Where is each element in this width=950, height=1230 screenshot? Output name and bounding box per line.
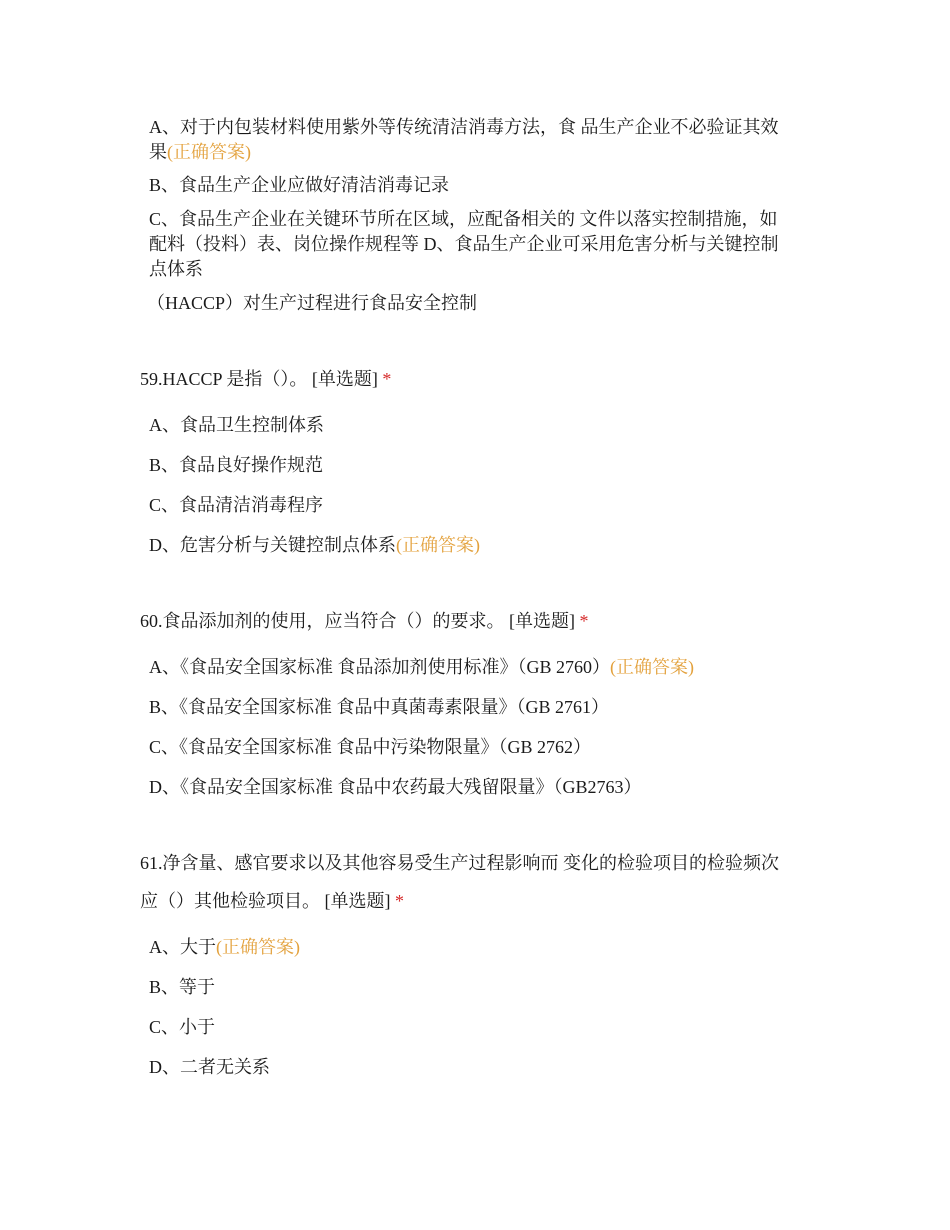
q59-option-b	[149, 453, 323, 477]
q58-option-c-text-4: （HACCP）对生产过程进行食品安全控制	[147, 293, 478, 313]
q60-option-b	[149, 695, 609, 719]
q59-option-c	[149, 493, 323, 517]
q58-option-a-text-2: 果	[149, 142, 167, 162]
q60-option-d	[149, 775, 642, 799]
q59-option-a-text: A、食品卫生控制体系	[149, 415, 324, 435]
q61-option-d	[149, 1055, 270, 1079]
correct-answer-tag: (正确答案)	[396, 535, 480, 555]
q59-option-d	[149, 533, 480, 557]
q61-option-c	[149, 1015, 215, 1039]
q59-stem	[140, 367, 391, 391]
required-mark: *	[382, 369, 392, 389]
correct-answer-tag: (正确答案)	[610, 657, 695, 677]
q58-option-c-line2	[149, 232, 779, 256]
q61-option-a-text: A、大于	[149, 937, 216, 957]
q61-option-c-text: C、小于	[149, 1017, 216, 1037]
q59-stem-text: 59.HACCP 是指（）。 [单选题]	[140, 369, 378, 389]
q61-stem-text-1: 61.净含量、感官要求以及其他容易受生产过程影响而 变化的检验项目的检验频次	[140, 853, 779, 873]
q58-option-b	[149, 173, 449, 197]
q58-option-b-text: B、食品生产企业应做好清洁消毒记录	[149, 175, 450, 195]
q60-option-d-text: D、《食品安全国家标准 食品中农药最大残留限量》（GB2763）	[149, 777, 642, 797]
q61-option-d-text: D、二者无关系	[149, 1057, 270, 1077]
q58-option-c-line1	[149, 207, 778, 231]
q61-stem-text-2: 应（）其他检验项目。 [单选题]	[140, 891, 391, 911]
q61-option-a	[149, 935, 300, 959]
q60-option-a	[149, 655, 694, 679]
q59-option-b-text: B、食品良好操作规范	[149, 455, 324, 475]
q59-option-c-text: C、食品清洁消毒程序	[149, 495, 324, 515]
q58-option-c-line4	[147, 291, 477, 315]
q60-option-c-text: C、《食品安全国家标准 食品中污染物限量》（GB 2762）	[149, 737, 592, 757]
q58-option-c-text-3: 点体系	[149, 259, 203, 279]
q60-option-c	[149, 735, 591, 759]
q58-option-a-line1	[149, 115, 779, 139]
q61-stem-line1	[140, 851, 779, 875]
q61-option-b-text: B、等于	[149, 977, 216, 997]
q58-option-c-text-1: C、食品生产企业在关键环节所在区域，应配备相关的 文件以落实控制措施，如	[149, 209, 778, 229]
q59-option-a	[149, 413, 324, 437]
q60-stem-text: 60.食品添加剂的使用，应当符合（）的要求。 [单选题]	[140, 611, 575, 631]
q60-option-a-text: A、《食品安全国家标准 食品添加剂使用标准》（GB 2760）	[149, 657, 611, 677]
q60-stem	[140, 609, 589, 633]
q60-option-b-text: B、《食品安全国家标准 食品中真菌毒素限量》（GB 2761）	[149, 697, 610, 717]
q58-option-a-line2	[149, 140, 251, 164]
correct-answer-tag: (正确答案)	[216, 937, 300, 957]
q61-option-b	[149, 975, 215, 999]
q59-option-d-text: D、危害分析与关键控制点体系	[149, 535, 396, 555]
q61-stem-line2	[140, 889, 404, 913]
q58-option-c-line3	[149, 257, 203, 281]
q58-option-a-text-1: A、对于内包装材料使用紫外等传统清洁消毒方法，食 品生产企业不必验证其效	[149, 117, 779, 137]
correct-answer-tag: (正确答案)	[167, 142, 251, 162]
required-mark: *	[395, 891, 404, 911]
q58-option-c-text-2: 配料（投料）表、岗位操作规程等 D、食品生产企业可采用危害分析与关键控制	[149, 234, 779, 254]
required-mark: *	[579, 611, 589, 631]
